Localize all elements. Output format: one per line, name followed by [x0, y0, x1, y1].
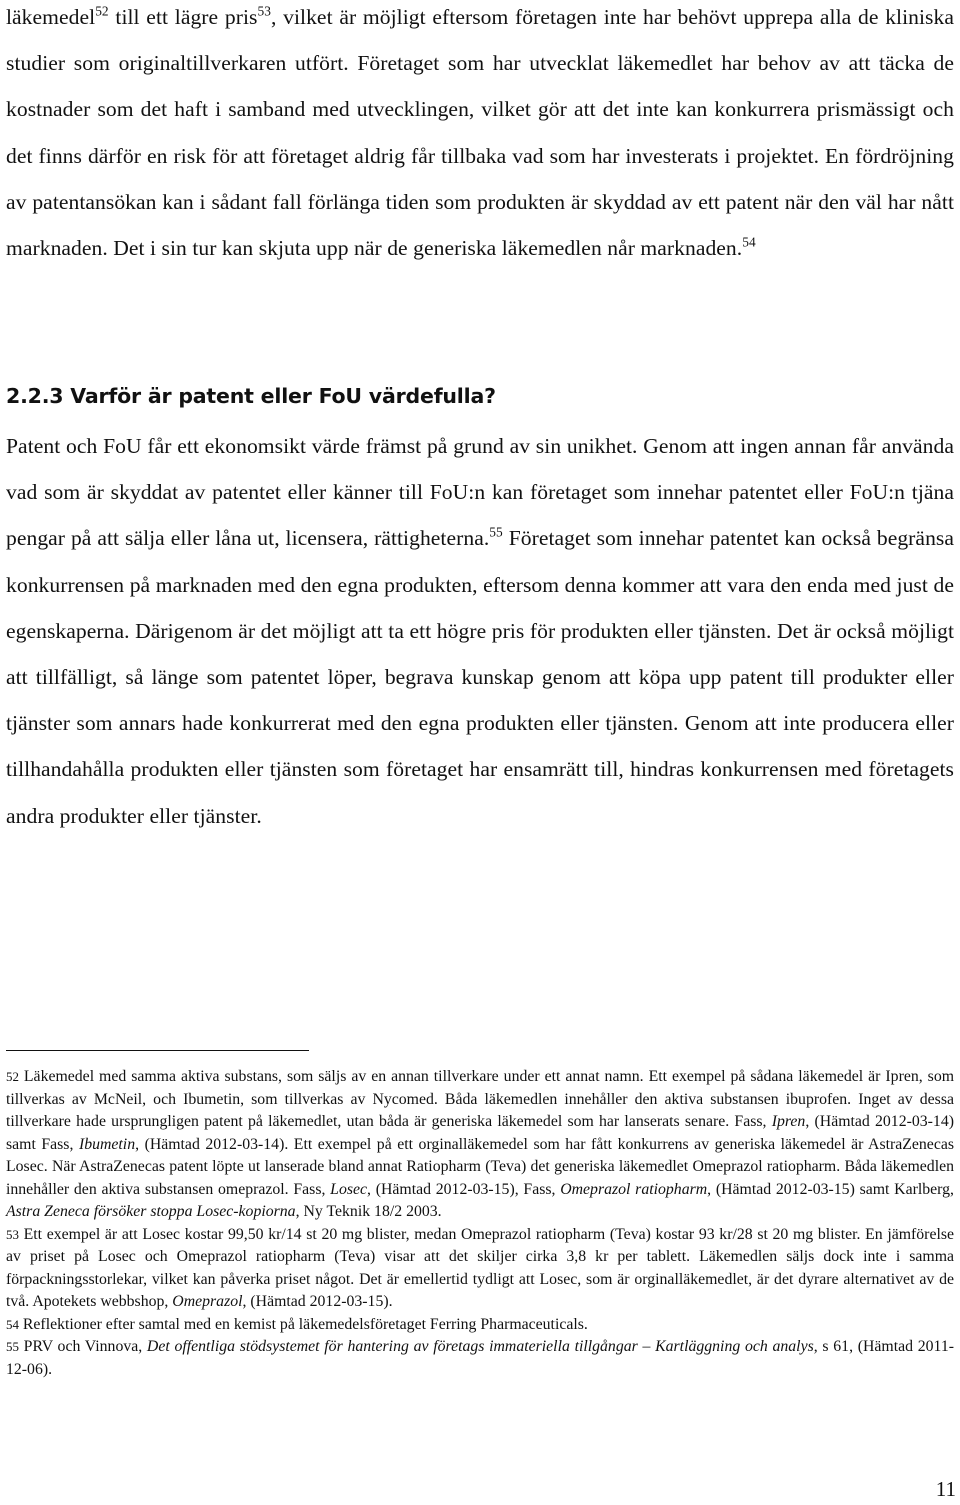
- footnote-54: [6, 1314, 954, 1337]
- text-run: , s 61, (Hämtad 2011-12-06).: [6, 1338, 954, 1378]
- source-title: Ipren: [771, 1113, 806, 1130]
- body-paragraph-1: [6, 0, 954, 271]
- source-title: Omeprazol ratiopharm: [560, 1180, 708, 1198]
- text-run: , Ny Teknik 18/2 2003.: [295, 1203, 442, 1220]
- footnote-ref-52[interactable]: 52: [95, 3, 109, 19]
- source-title: Omeprazol: [172, 1293, 243, 1310]
- text-run: Företaget som innehar patentet kan också begränsa konkurrensen på marknaden med den egna produkten, eftersom denna kommer att vara den enda med just de egenskaperna. Därigenom är det möjligt att ta ett högre pris för produkten eller tjänsten. Det är också möjligt att tillfälligt, så länge som patentet löper, begrava kunskap genom att köpa upp patent till produkter eller tjänster som annars hade konkurrerat med den egna produkten eller tjänsten. Genom att inte producera eller tillhandahålla produkten eller tjänsten som företaget har ensamrätt till, hindras konkurrensen med företagets andra produkter eller tjänster.: [6, 526, 954, 828]
- source-title: Det offentliga stödsystemet för hantering av företags immateriella tillgångar – Kartläggning och analys: [146, 1338, 814, 1355]
- footnote-ref-55[interactable]: 55: [489, 524, 503, 540]
- text-run: , (Hämtad 2012-03-15) samt Karlberg,: [707, 1180, 954, 1198]
- text-run: , (Hämtad 2012-03-15), Fass,: [367, 1180, 561, 1198]
- footnote-number: 52: [6, 1069, 19, 1084]
- text-run: läkemedel: [6, 5, 96, 29]
- text-run: Patent och FoU får ett ekonomsikt värde främst på grund av sin unikhet. Genom att ingen annan får använda vad som är skyddat av patentet eller känner till FoU:n kan företaget som innehar patentet eller FoU:n tjäna pengar på att sälja eller låna ut, licensera, rättigheterna.: [6, 434, 954, 551]
- footnote-ref-53[interactable]: 53: [257, 3, 271, 19]
- text-run: till ett lägre pris: [108, 5, 258, 29]
- text-run: Ett exempel är att Losec kostar 99,50 kr/14 st 20 mg blister, medan Omeprazol ratiopharm (Teva) kostar 93 kr/28 st 20 mg blister. En jämförelse av priset på Losec och Omeprazol ratiopharm (Teva) visar att det skiljer cirka 3,8 kr per tablett. Läkemedlen säljs dock inte i samma förpackningsstorlekar, vilket kan påverka priset något. Det är emellertid tydligt att Losec, som är orginalläkemedlet, är det dyrare alternativet av de två. Apotekets webbshop,: [6, 1225, 954, 1310]
- text-run: , vilket är möjligt eftersom företagen inte har behövt upprepa alla de kliniska studier som originaltillverkaren utfört. Företaget som har utvecklat läkemedlet har behov av att täcka de kostnader som det haft i samband med utvecklingen, vilket gör att det inte kan konkurrera prismässigt och det finns därför en risk för att företaget aldrig får tillbaka vad som har investerats i projektet. En fördröjning av patentansökan kan i sådant fall förlänga tiden som produkten är skyddad av ett patent när den väl har nått marknaden. Det i sin tur kan skjuta upp när de generiska läkemedlen når marknaden.: [6, 5, 954, 261]
- text-run: , (Hämtad 2012-03-15).: [242, 1293, 393, 1310]
- source-title: Losec: [330, 1180, 368, 1198]
- text-run: PRV och Vinnova,: [18, 1338, 147, 1355]
- section-heading: 2.2.3 Varför är patent eller FoU värdefulla?: [6, 384, 496, 408]
- footnote-53: [6, 1224, 954, 1314]
- text-run: Reflektioner efter samtal med en kemist på läkemedelsföretaget Ferring Pharmaceuticals.: [18, 1315, 588, 1333]
- footnote-number: 55: [6, 1339, 19, 1354]
- footnote-separator: [6, 1050, 309, 1051]
- page-number: 11: [935, 1477, 956, 1501]
- source-title: Ibumetin: [78, 1135, 136, 1153]
- footnote-52: [6, 1066, 954, 1224]
- source-title: Astra Zeneca försöker stoppa Losec-kopiorna: [6, 1203, 296, 1220]
- footnote-55: [6, 1336, 954, 1381]
- text-run: , (Hämtad 2012-03-14) samt Fass,: [6, 1113, 954, 1153]
- footnotes: [6, 1066, 954, 1381]
- footnote-number: 53: [6, 1226, 19, 1242]
- body-paragraph-2: [6, 423, 954, 839]
- text-run: , (Hämtad 2012-03-14). Ett exempel på ett orginalläkemedel som har fått konkurrens av generiska läkemedel är AstraZenecas Losec. När AstraZenecas patent löpte ut lanserade bland annat Ratiopharm (Teva) det generiska läkemedlet Omeprazol ratiopharm. Båda läkemedlen innehåller den aktiva substansen omeprazol. Fass,: [6, 1135, 954, 1198]
- text-run: Läkemedel med samma aktiva substans, som säljs av en annan tillverkare under ett annat namn. Ett exempel på sådana läkemedel är Ipren, som tillverkas av McNeil, och Ibumetin, som tillverkas av Nycomed. Båda läkemedlen innehåller den aktiva substansen ibuprofen. Inget av dessa tillverkare hade ursprungligen patent på läkemedlet, utan båda är generiska läkemedel som har lanserats senare. Fass,: [6, 1068, 954, 1130]
- footnote-ref-54[interactable]: 54: [742, 234, 756, 250]
- footnote-number: 54: [6, 1316, 19, 1332]
